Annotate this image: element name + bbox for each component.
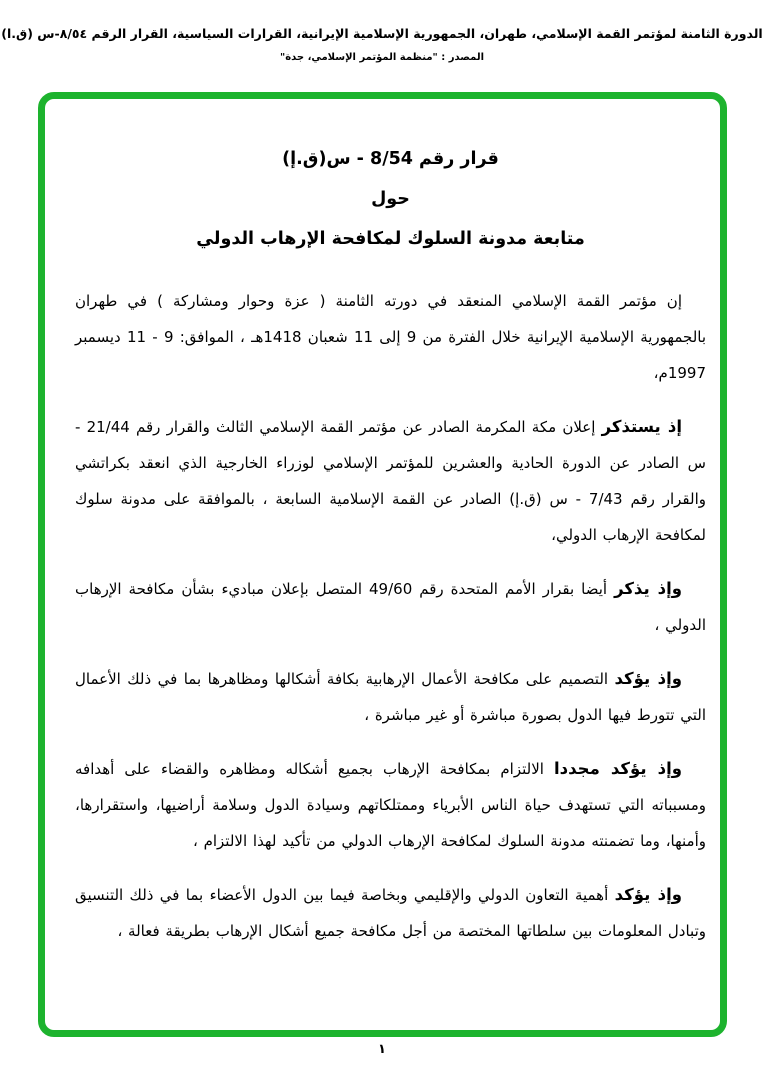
resolution-title-block: [75, 139, 706, 259]
resolution-paragraph: [75, 877, 706, 949]
paragraph-text: الالتزام بمكافحة الإرهاب بجميع أشكاله ومظاهره والقضاء على أهدافه ومسبباته التي تستهدف حياة الناس الأبرياء وممتلكاتهم وسيادة الدول وسلامة أراضيها، واستقرارها، وأمنها، وما تضمنته مدونة السلوك لمكافحة الإرهاب الدولي من تأكيد لهذا الالتزام ،: [75, 760, 706, 850]
header-citation-line: الدورة الثامنة لمؤتمر القمة الإسلامي، طهران، الجمهورية الإسلامية الإيرانية، القرارات السياسية، القرار الرقم ٨/٥٤-س (ق.ا): [1, 26, 763, 41]
paragraph-text: أهمية التعاون الدولي والإقليمي وبخاصة فيما بين الدول الأعضاء بما في ذلك التنسيق وتبادل المعلومات بين سلطاتها المختصة من أجل مكافحة جميع أشكال الإرهاب بطريقة فعالة ،: [75, 886, 706, 940]
header-source-line: المصدر : "منظمة المؤتمر الإسلامي، جدة": [279, 52, 484, 63]
paragraph-text: إن مؤتمر القمة الإسلامي المنعقد في دورته الثامنة ( عزة وحوار ومشاركة ) في طهران بالجمهورية الإسلامية الإيرانية خلال الفترة من 9 إلى 11 شعبان 1418هـ ، الموافق: 9 - 11 ديسمبر 1997م،: [75, 292, 707, 382]
paragraph-text: أيضا بقرار الأمم المتحدة رقم 49/60 المتصل بإعلان مباديء بشأن مكافحة الإرهاب الدولي ،: [75, 580, 706, 634]
paragraph-text: إعلان مكة المكرمة الصادر عن مؤتمر القمة الإسلامي الثالث والقرار رقم 21/44 - س الصادر عن الدورة الحادية والعشرين للمؤتمر الإسلامي لوزراء الخارجية الذي انعقد بكراتشي والقرار رقم 7/43 - س (ق.إ) الصادر عن القمة الإسلامية السابعة ، بالموافقة على مدونة سلوك لمكافحة الإرهاب الدولي،: [75, 418, 706, 544]
resolution-about-word: حول: [371, 189, 410, 209]
resolution-body: [75, 283, 706, 949]
resolution-number-title: قرار رقم 8/54 - س(ق.إ): [282, 149, 499, 169]
paragraph-lead: وإذ يؤكد: [614, 885, 682, 904]
resolution-paragraph: [75, 661, 706, 733]
resolution-frame: [38, 92, 727, 1037]
paragraph-lead: وإذ يؤكد: [614, 669, 682, 688]
paragraph-lead: إذ يستذكر: [601, 417, 682, 436]
paragraph-lead: وإذ يؤكد مجددا: [554, 759, 682, 778]
resolution-paragraph: [75, 751, 706, 859]
resolution-paragraph: [75, 571, 706, 643]
resolution-subject-title: متابعة مدونة السلوك لمكافحة الإرهاب الدولي: [196, 229, 585, 249]
document-header: [0, 24, 764, 66]
paragraph-text: التصميم على مكافحة الأعمال الإرهابية بكافة أشكالها ومظاهرها بما في ذلك الأعمال التي تتورط فيها الدول بصورة مباشرة أو غير مباشرة ،: [75, 670, 706, 724]
resolution-paragraph: [75, 409, 706, 553]
resolution-paragraph: [75, 283, 706, 391]
page-number: ١: [378, 1042, 386, 1057]
paragraph-lead: وإذ يذكر: [614, 579, 682, 598]
